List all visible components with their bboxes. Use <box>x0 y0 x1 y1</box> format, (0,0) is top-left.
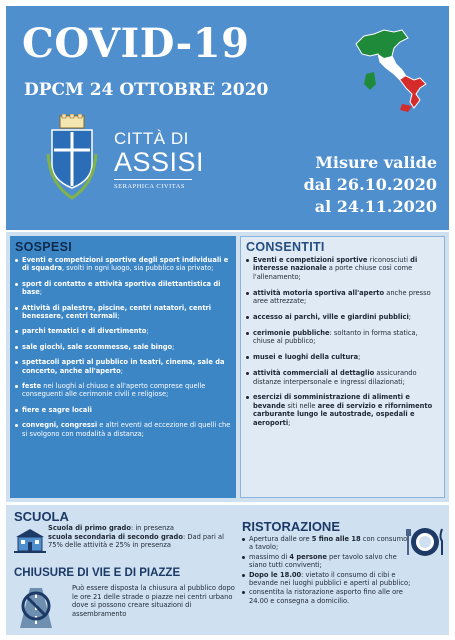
sospesi-title: SOSPESI <box>15 240 72 254</box>
validity-line: al 24.11.2020 <box>314 197 437 216</box>
school-building-icon <box>14 525 46 553</box>
page-title: COVID-19 <box>22 20 250 67</box>
list-item: spettacoli aperti al pubblico in teatri, cinema, sale da concerto, anche all'aperto; <box>15 358 231 375</box>
list-item: fiere e sagre locali <box>15 406 231 414</box>
chiusure-title: CHIUSURE DI VIE E DI PIAZZE <box>14 567 181 579</box>
list-item: cerimonie pubbliche: soltanto in forma statica, chiuse al pubblico; <box>246 329 439 346</box>
validity-line: Misure valide <box>315 153 437 172</box>
list-item: consentita la ristorazione asporto fino alle ore 24.00 e consegna a domicilio. <box>242 588 412 605</box>
scuola-text <box>48 524 238 550</box>
decree-date: DPCM 24 OTTOBRE 2020 <box>24 80 269 100</box>
list-item: attività motoria sportiva all'aperto anche presso aree attrezzate; <box>246 289 439 306</box>
list-item: sale giochi, sale scommesse, sale bingo; <box>15 343 231 351</box>
divider <box>114 179 192 180</box>
list-item: musei e luoghi della cultura; <box>246 353 439 361</box>
list-item: feste nei luoghi al chiuso e all'aperto comprese quelle conseguenti alle cerimonie civili e religiose; <box>15 382 231 399</box>
list-item: Apertura dalle ore 5 fino alle 18 con consumo a tavolo; <box>242 535 412 552</box>
list-item: accesso ai parchi, ville e giardini pubblici; <box>246 313 439 321</box>
list-item: Eventi e competizioni sportive riconosciuti di interesse nazionale a porte chiuse così come l'allenamento; <box>246 256 439 281</box>
city-motto: SERAPHICA CIVITAS <box>114 183 186 190</box>
scuola-line: scuola secondaria di secondo grado: Dad pari al 75% delle attività e 25% in presenza <box>48 532 224 550</box>
list-item: sport di contatto e attività sportiva dilettantistica di base; <box>15 280 231 297</box>
sospesi-list <box>15 256 231 438</box>
validity-line: dal 26.10.2020 <box>303 175 437 194</box>
consentiti-list <box>246 256 439 427</box>
scuola-line: Scuola di primo grado: in presenza <box>48 524 174 532</box>
consentiti-column <box>240 236 445 498</box>
scuola-title: SCUOLA <box>14 509 69 524</box>
city-name: ASSISI <box>114 147 205 177</box>
list-item: Attività di palestre, piscine, centri natatori, centri benessere, centri termali; <box>15 304 231 321</box>
assisi-crest-icon <box>46 114 98 200</box>
validity-dates <box>304 152 437 218</box>
street-closure-icon <box>16 584 56 628</box>
italy-map-icon <box>354 28 428 112</box>
list-item: Dopo le 18.00: vietato il consumo di cibi e bevande nei luoghi pubblici e aperti al pubblico; <box>242 571 412 588</box>
list-item: esercizi di somministrazione di alimenti e bevande siti nelle aree di servizio e rifornimento carburante lungo le autostrade, ospedali e aeroporti; <box>246 393 439 427</box>
ristorazione-title: RISTORAZIONE <box>242 519 340 534</box>
ristorazione-list <box>242 535 412 606</box>
list-item: massimo di 4 persone per tavolo salvo che siano tutti conviventi; <box>242 553 412 570</box>
measures-panel <box>6 232 449 502</box>
chiusure-text: Può essere disposta la chiusura al pubblico dopo le ore 21 delle strade o piazze nei centri urbano dove si possono creare situazioni di assembramento <box>72 584 235 618</box>
list-item: attività commerciali al dettaglio assicurando distanze interpersonale e ingressi dilazionati; <box>246 369 439 386</box>
list-item: Eventi e competizioni sportive degli sport individuali e di squadra, svolti in ogni luogo, sia pubblico sia privato; <box>15 256 231 273</box>
bottom-section <box>6 505 449 635</box>
consentiti-title: CONSENTITI <box>246 240 325 254</box>
city-logo <box>114 130 204 192</box>
list-item: convegni, congressi e altri eventi ad eccezione di quelli che si svolgono con modalità a distanza; <box>15 421 231 438</box>
sospesi-column <box>10 236 236 498</box>
header-banner <box>6 6 449 230</box>
list-item: parchi tematici e di divertimento; <box>15 327 231 335</box>
city-label: CITTÀ DI <box>114 129 189 148</box>
